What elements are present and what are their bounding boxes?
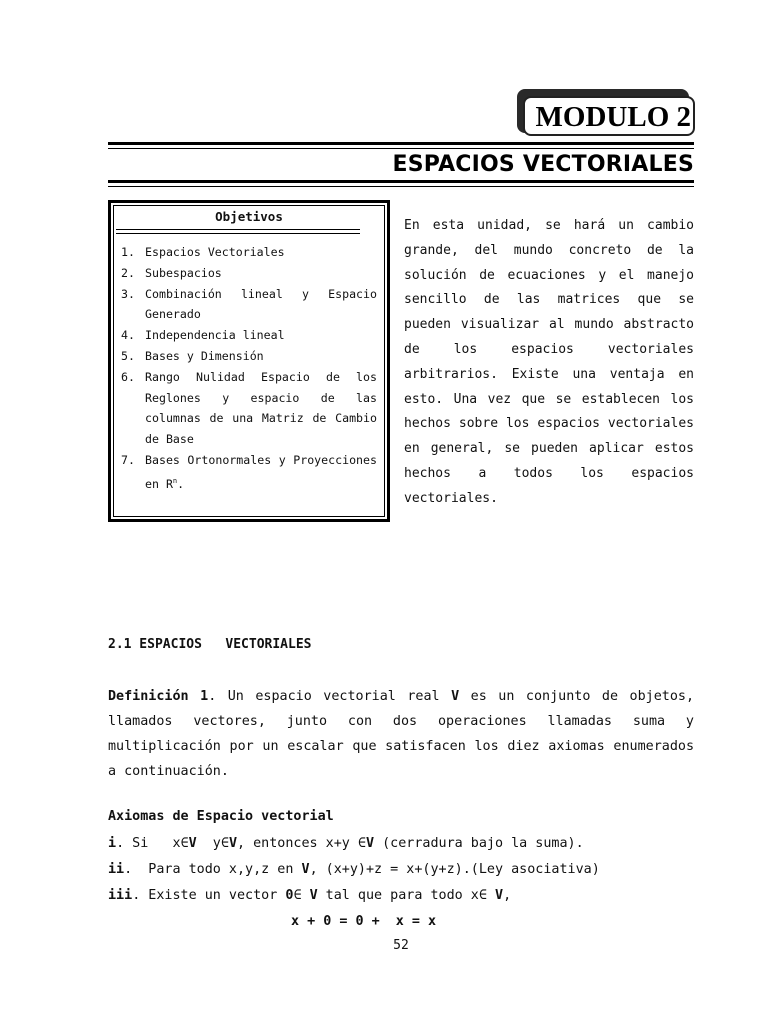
header-rule-thick [108, 142, 694, 145]
objective-item [121, 242, 377, 263]
objective-text: Combinación lineal y Espacio Generado [145, 286, 377, 322]
objective-number: 7. [121, 452, 135, 467]
identity-formula: x + 0 = 0 + x = x [291, 914, 437, 929]
axiom-i [108, 836, 584, 851]
objectives-list [121, 242, 377, 494]
objective-text: Rango Nulidad Espacio de los Reglones y espacio de las columnas de una Matriz de Cambio de Base [145, 369, 377, 447]
section-heading: 2.1 ESPACIOS VECTORIALES [108, 637, 312, 652]
axiom-label: iii [108, 888, 133, 903]
objective-number: 2. [121, 265, 135, 280]
objective-text [145, 450, 377, 494]
objective-text: Independencia lineal [145, 328, 285, 343]
objective-number: 4. [121, 328, 135, 343]
definition-paragraph [108, 684, 694, 784]
objective-item [121, 346, 377, 367]
page-number: 52 [393, 938, 409, 953]
objective-number: 6. [121, 369, 135, 384]
objective-text: Subespacios [145, 265, 222, 280]
section-title: ESPACIOS VECTORIALES [392, 152, 694, 177]
axiom-label: ii [108, 862, 125, 877]
objective-item [121, 284, 377, 326]
objective-text-main: Bases Ortonormales y Proyecciones en R [145, 452, 377, 491]
objective-item [121, 263, 377, 284]
objective-number: 1. [121, 245, 135, 259]
objective-text: Espacios Vectoriales [145, 245, 285, 259]
objective-item [121, 325, 377, 346]
vector-space-symbol: V [309, 888, 318, 903]
vector-space-symbol: V [495, 888, 504, 903]
axiom-text: . Para todo x,y,z en [124, 862, 302, 877]
axiom-text: (cerradura bajo la suma). [374, 836, 584, 851]
objective-text: Bases y Dimensión [145, 348, 264, 363]
axiom-text: , [503, 888, 512, 903]
module-badge: MODULO 2 [523, 96, 695, 136]
zero-vector-symbol: 0 [285, 888, 294, 903]
axiom-text: . Existe un vector [132, 888, 286, 903]
header-rule-thin [108, 148, 694, 149]
vector-space-symbol: V [366, 836, 375, 851]
vector-space-symbol: V [188, 836, 197, 851]
objective-number: 3. [121, 286, 135, 301]
vector-space-symbol: V [228, 836, 237, 851]
objectives-title: Objetivos [215, 209, 283, 224]
definition-text: es un conjunto de objetos, llamados vectores, junto con dos operaciones llamadas suma y multiplicación por un escalar que satisfacen los diez axiomas enumerados a continuación. [108, 689, 694, 779]
axiom-iii [108, 888, 511, 903]
axiom-label: i [108, 836, 117, 851]
axiom-text: . Si x∈ [116, 836, 189, 851]
superscript-n: n [172, 476, 178, 485]
intro-paragraph: En esta unidad, se hará un cambio grande, del mundo concreto de la solución de ecuaciones y el manejo sencillo de las matrices que se pueden visualizar al mundo abstracto de los espacios vectoriales arbitrarios. Existe una ventaja en esto. Una vez que se establecen los hechos sobre los espacios vectoriales en general, se pueden aplicar estos hechos a todos los espacios vectoriales. [404, 218, 694, 506]
axiom-text: ∈ [293, 888, 310, 903]
definition-text: . Un espacio vectorial real [208, 689, 452, 704]
axiom-text: , entonces x+y ∈ [237, 836, 366, 851]
objective-text-end: . [177, 476, 185, 491]
axiom-ii [108, 862, 600, 877]
objectives-rule-2 [116, 233, 360, 234]
axiom-text: y∈ [196, 836, 229, 851]
objective-item [121, 450, 377, 494]
axioms-heading: Axiomas de Espacio vectorial [108, 809, 334, 824]
objective-number: 5. [121, 348, 135, 363]
vector-space-symbol: V [301, 862, 310, 877]
title-rule-thin [108, 186, 694, 187]
definition-label: Definición 1 [108, 689, 209, 704]
axiom-text: , (x+y)+z = x+(y+z).(Ley asociativa) [309, 862, 600, 877]
objective-item [121, 367, 377, 450]
vector-space-symbol: V [451, 689, 460, 704]
title-rule-thick [108, 180, 694, 183]
axiom-text: tal que para todo x∈ [317, 888, 495, 903]
objectives-rule-1 [116, 229, 360, 230]
